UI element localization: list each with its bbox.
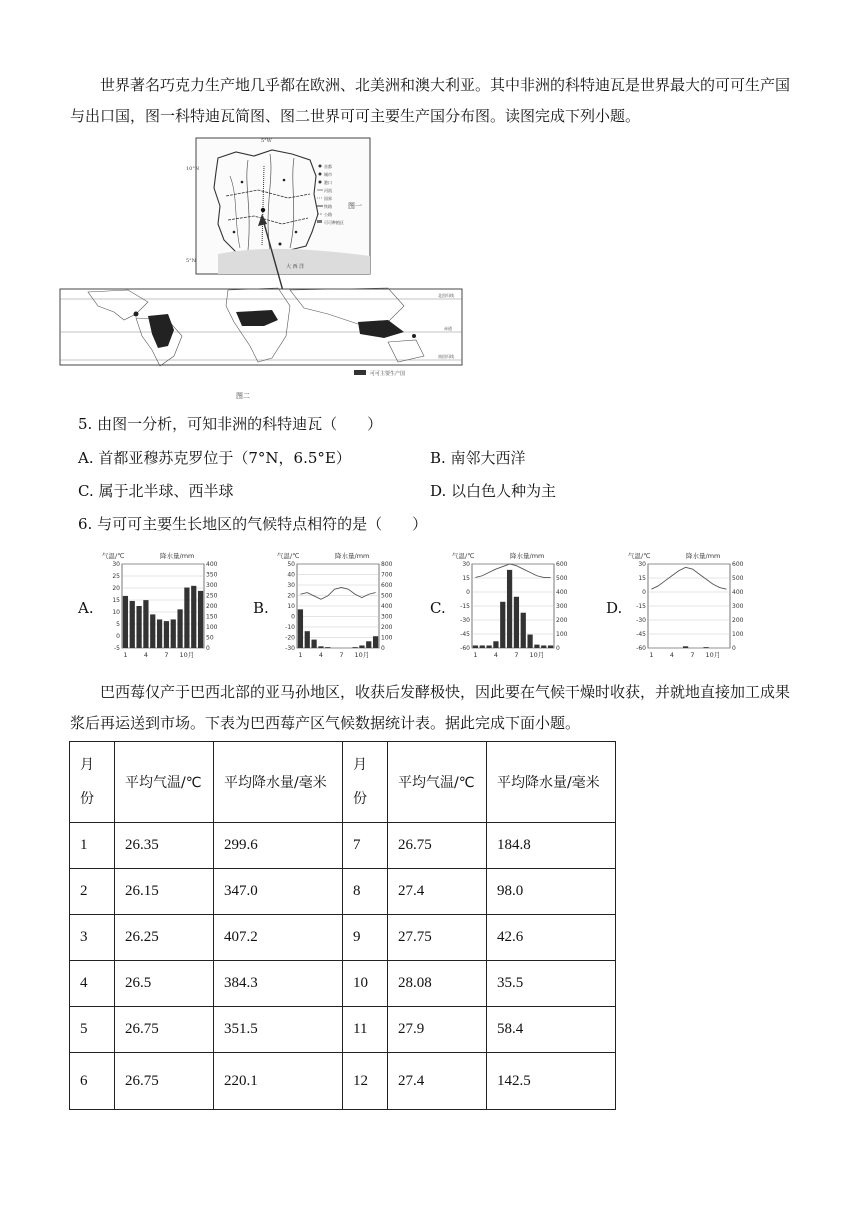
table-cell: 5 (70, 1007, 115, 1053)
precip-bar (486, 645, 491, 648)
right-tick-label: 200 (381, 624, 393, 631)
right-tick-label: 0 (556, 645, 560, 652)
table-cell: 98.0 (487, 869, 616, 915)
table-cell: 26.75 (115, 1053, 214, 1110)
x-tick-label: 4 (318, 651, 323, 659)
tropic-capricorn-label: 南回归线 (438, 354, 454, 359)
cocoa-map-figure (58, 136, 478, 404)
right-tick-label: 300 (556, 603, 568, 610)
table-cell: 26.75 (388, 823, 487, 869)
capital-marker (261, 208, 265, 212)
legend-item: 河流 (324, 188, 332, 193)
precip-bar (548, 645, 553, 648)
precip-bar (143, 600, 148, 648)
right-tick-label: 200 (732, 617, 744, 624)
x-tick-label: 4 (493, 651, 498, 659)
q6-option-d[interactable]: D. (606, 599, 623, 617)
left-tick-label: 50 (287, 561, 295, 568)
table-cell: 11 (343, 1007, 388, 1053)
left-tick-label: 0 (291, 613, 295, 621)
table-row (70, 961, 616, 1007)
climate-chart-d (626, 550, 756, 666)
x-tick-label: 1 (298, 651, 303, 659)
left-tick-label: 5 (116, 621, 120, 628)
precip-bar (318, 646, 323, 648)
table-cell: 7 (343, 823, 388, 869)
table-cell: 3 (70, 915, 115, 961)
table-cell: 1 (70, 823, 115, 869)
precip-bar (507, 570, 512, 648)
left-tick-label: -30 (285, 645, 295, 652)
right-tick-label: 400 (381, 603, 393, 610)
right-tick-label: 400 (732, 589, 744, 596)
table-cell: 26.75 (115, 1007, 214, 1053)
header-month: 月份 (70, 742, 115, 823)
question-5-stem: 5. 由图一分析，可知非洲的科特迪瓦（ ） (78, 415, 383, 433)
precip-bar (683, 646, 688, 648)
precip-axis-label: 降水量/mm (510, 552, 545, 560)
precip-axis-label: 降水量/mm (686, 552, 721, 560)
intro-paragraph-cocoa: 世界著名巧克力生产地几乎都在欧洲、北美洲和澳大利亚。其中非洲的科特迪瓦是世界最大的可可生产国与出口国，图一科特迪瓦简图、图二世界可可主要生产国分布图。读图完成下列小题。 (70, 76, 791, 125)
precip-bar (500, 602, 505, 648)
legend-item: 首都 (324, 164, 332, 169)
x-tick-label: 7 (690, 651, 695, 659)
left-tick-label: 25 (112, 573, 120, 580)
right-tick-label: 300 (732, 603, 744, 610)
left-tick-label: -60 (636, 645, 646, 652)
world-cocoa-map (60, 288, 462, 400)
right-tick-label: 300 (206, 582, 218, 589)
precip-bar (157, 619, 162, 648)
temp-axis-label: 气温/℃ (452, 552, 475, 560)
precip-bar (123, 596, 128, 648)
table-cell: 26.5 (115, 961, 214, 1007)
q6-option-c[interactable]: C. (430, 599, 446, 617)
table-cell: 4 (70, 961, 115, 1007)
right-tick-label: 600 (556, 561, 568, 568)
header-temp: 平均气温/℃ (115, 742, 214, 823)
left-tick-label: -10 (285, 624, 295, 631)
table-cell: 35.5 (487, 961, 616, 1007)
right-tick-label: 0 (206, 645, 210, 652)
precip-bar (305, 631, 310, 648)
header-precip: 平均降水量/毫米 (214, 742, 343, 823)
precip-bar (480, 645, 485, 648)
right-tick-label: 100 (732, 631, 744, 638)
legend-item: 国界 (324, 196, 332, 201)
left-tick-label: -20 (285, 634, 295, 642)
legend-item: 港口 (324, 180, 332, 185)
table-header-row (70, 742, 616, 823)
precip-bar (136, 606, 141, 648)
left-tick-label: -30 (460, 617, 470, 624)
x-tick-label: 1 (123, 651, 128, 659)
q5-option-a[interactable]: A. 首都亚穆苏克罗位于（7°N，6.5°E） (78, 449, 351, 467)
table-cell: 9 (343, 915, 388, 961)
x-tick-label: 4 (669, 651, 674, 659)
precip-axis-label: 降水量/mm (160, 552, 195, 560)
right-tick-label: 500 (732, 575, 744, 582)
climate-chart-b (275, 550, 405, 666)
lat-top-label: 10°N (186, 166, 200, 172)
map-legend-label: 可可主要生产国 (370, 371, 406, 377)
table-cell: 6 (70, 1053, 115, 1110)
precip-bar (325, 647, 330, 648)
left-tick-label: 30 (112, 561, 120, 568)
table-cell: 10 (343, 961, 388, 1007)
ocean-label: 大 西 洋 (286, 264, 305, 270)
right-tick-label: 100 (381, 634, 393, 642)
precip-bar (359, 645, 364, 648)
q5-option-c[interactable]: C. 属于北半球、西半球 (78, 482, 234, 500)
precip-bar (521, 613, 526, 648)
table-cell: 27.4 (388, 1053, 487, 1110)
right-tick-label: 0 (732, 645, 736, 652)
table-cell: 184.8 (487, 823, 616, 869)
precip-bar (171, 619, 176, 648)
table-cell: 142.5 (487, 1053, 616, 1110)
right-tick-label: 600 (732, 561, 744, 568)
climate-chart-a (100, 550, 230, 666)
x-tick-label: 1 (649, 651, 654, 659)
climate-chart-c (450, 550, 580, 666)
lon-top-label: 5°W (261, 138, 272, 144)
q5-option-b[interactable]: B. 南邻大西洋 (430, 449, 526, 467)
x-tick-label: 10月 (354, 651, 370, 659)
precip-bar (473, 645, 478, 648)
left-tick-label: 15 (112, 597, 120, 604)
left-tick-label: 10 (287, 603, 295, 610)
precip-bar (373, 636, 378, 648)
acai-climate-table (69, 741, 616, 1110)
table-cell: 26.15 (115, 869, 214, 915)
right-tick-label: 500 (381, 592, 393, 600)
fig2-label: 图二 (236, 392, 250, 400)
left-tick-label: -45 (636, 631, 646, 638)
table-cell: 2 (70, 869, 115, 915)
left-tick-label: 40 (287, 571, 295, 579)
q6-option-a[interactable]: A. (78, 599, 94, 617)
table-cell: 27.4 (388, 869, 487, 915)
left-tick-label: -5 (114, 645, 120, 652)
table-cell: 26.35 (115, 823, 214, 869)
table-row (70, 869, 616, 915)
table-row (70, 1053, 616, 1110)
header-temp: 平均气温/℃ (388, 742, 487, 823)
right-tick-label: 200 (206, 603, 218, 610)
precip-bar (366, 641, 371, 648)
table-row (70, 823, 616, 869)
temp-axis-label: 气温/℃ (277, 552, 300, 560)
right-tick-label: 350 (206, 571, 218, 579)
table-cell: 42.6 (487, 915, 616, 961)
table-cell: 384.3 (214, 961, 343, 1007)
precip-bar (130, 601, 135, 648)
precip-bar (184, 588, 189, 648)
table-cell: 407.2 (214, 915, 343, 961)
x-tick-label: 10月 (705, 651, 721, 659)
left-tick-label: -60 (460, 645, 470, 652)
table-cell: 26.25 (115, 915, 214, 961)
precip-bar (298, 609, 303, 648)
cote-divoire-map (186, 138, 370, 274)
precip-bar (198, 591, 203, 648)
precip-bar (177, 609, 182, 648)
temp-axis-label: 气温/℃ (628, 552, 651, 560)
precip-bar (703, 647, 708, 648)
precip-bar (150, 614, 155, 648)
right-tick-label: 700 (381, 571, 393, 579)
table-cell: 299.6 (214, 823, 343, 869)
table-cell: 27.9 (388, 1007, 487, 1053)
right-tick-label: 400 (206, 561, 218, 568)
right-tick-label: 50 (206, 634, 214, 642)
x-tick-label: 7 (339, 651, 344, 659)
left-tick-label: 30 (462, 561, 470, 568)
right-tick-label: 150 (206, 613, 218, 621)
temp-curve (651, 567, 726, 589)
right-tick-label: 500 (556, 575, 568, 582)
left-tick-label: -30 (636, 617, 646, 624)
right-tick-label: 100 (556, 631, 568, 638)
intro-paragraph-acai: 巴西莓仅产于巴西北部的亚马孙地区，收获后发酵极快，因此要在气候干燥时收获，并就地直接加工成果浆后再运送到市场。下表为巴西莓产区气候数据统计表。据此完成下面小题。 (70, 683, 791, 732)
left-tick-label: 20 (287, 592, 295, 600)
x-tick-label: 1 (473, 651, 478, 659)
x-tick-label: 10月 (529, 651, 545, 659)
table-cell: 28.08 (388, 961, 487, 1007)
precip-bar (534, 645, 539, 648)
precip-bar (527, 635, 532, 648)
legend-item: 铁路 (324, 204, 332, 209)
precip-bar (514, 597, 519, 648)
header-precip: 平均降水量/毫米 (487, 742, 616, 823)
table-cell: 58.4 (487, 1007, 616, 1053)
right-tick-label: 250 (206, 592, 218, 600)
left-tick-label: 15 (638, 575, 646, 582)
left-tick-label: -15 (636, 603, 646, 610)
table-cell: 220.1 (214, 1053, 343, 1110)
x-tick-label: 7 (164, 651, 169, 659)
right-tick-label: 300 (381, 613, 393, 621)
precip-bar (541, 645, 546, 648)
legend-item: 公路 (324, 212, 332, 217)
left-tick-label: 15 (462, 575, 470, 582)
left-tick-label: 0 (642, 589, 646, 596)
x-tick-label: 4 (143, 651, 148, 659)
table-row (70, 915, 616, 961)
left-tick-label: 0 (466, 589, 470, 596)
precip-bar (311, 640, 316, 648)
left-tick-label: -45 (460, 631, 470, 638)
table-cell: 351.5 (214, 1007, 343, 1053)
precip-axis-label: 降水量/mm (335, 552, 370, 560)
right-tick-label: 600 (381, 582, 393, 589)
table-cell: 347.0 (214, 869, 343, 915)
left-tick-label: 30 (638, 561, 646, 568)
table-cell: 27.75 (388, 915, 487, 961)
q5-option-d[interactable]: D. 以白色人种为主 (430, 482, 557, 500)
precip-bar (352, 647, 357, 648)
left-tick-label: -15 (460, 603, 470, 610)
equator-label: 赤道 (444, 326, 452, 331)
left-tick-label: 10 (112, 609, 120, 616)
q6-option-b[interactable]: B. (253, 599, 269, 617)
right-tick-label: 400 (556, 589, 568, 596)
x-tick-label: 10月 (179, 651, 195, 659)
question-6-stem: 6. 与可可主要生长地区的气候特点相符的是（ ） (78, 515, 428, 533)
right-tick-label: 100 (206, 624, 218, 631)
precip-bar (493, 641, 498, 648)
header-month: 月份 (343, 742, 388, 823)
legend-item: 可可种植区 (324, 220, 344, 225)
precip-bar (191, 586, 196, 648)
right-tick-label: 200 (556, 617, 568, 624)
legend-item: 城市 (324, 172, 332, 177)
x-tick-label: 7 (514, 651, 519, 659)
table-cell: 12 (343, 1053, 388, 1110)
left-tick-label: 30 (287, 582, 295, 589)
fig1-label: 图一 (348, 202, 362, 210)
left-tick-label: 0 (116, 633, 120, 640)
temp-curve (300, 588, 375, 600)
table-cell: 8 (343, 869, 388, 915)
temp-axis-label: 气温/℃ (102, 552, 125, 560)
tropic-cancer-label: 北回归线 (438, 293, 454, 298)
lat-bottom-label: 5°N (186, 258, 197, 264)
temp-curve (475, 564, 550, 577)
table-row (70, 1007, 616, 1053)
precip-bar (164, 621, 169, 648)
right-tick-label: 800 (381, 561, 393, 568)
left-tick-label: 20 (112, 585, 120, 592)
right-tick-label: 0 (381, 645, 385, 652)
